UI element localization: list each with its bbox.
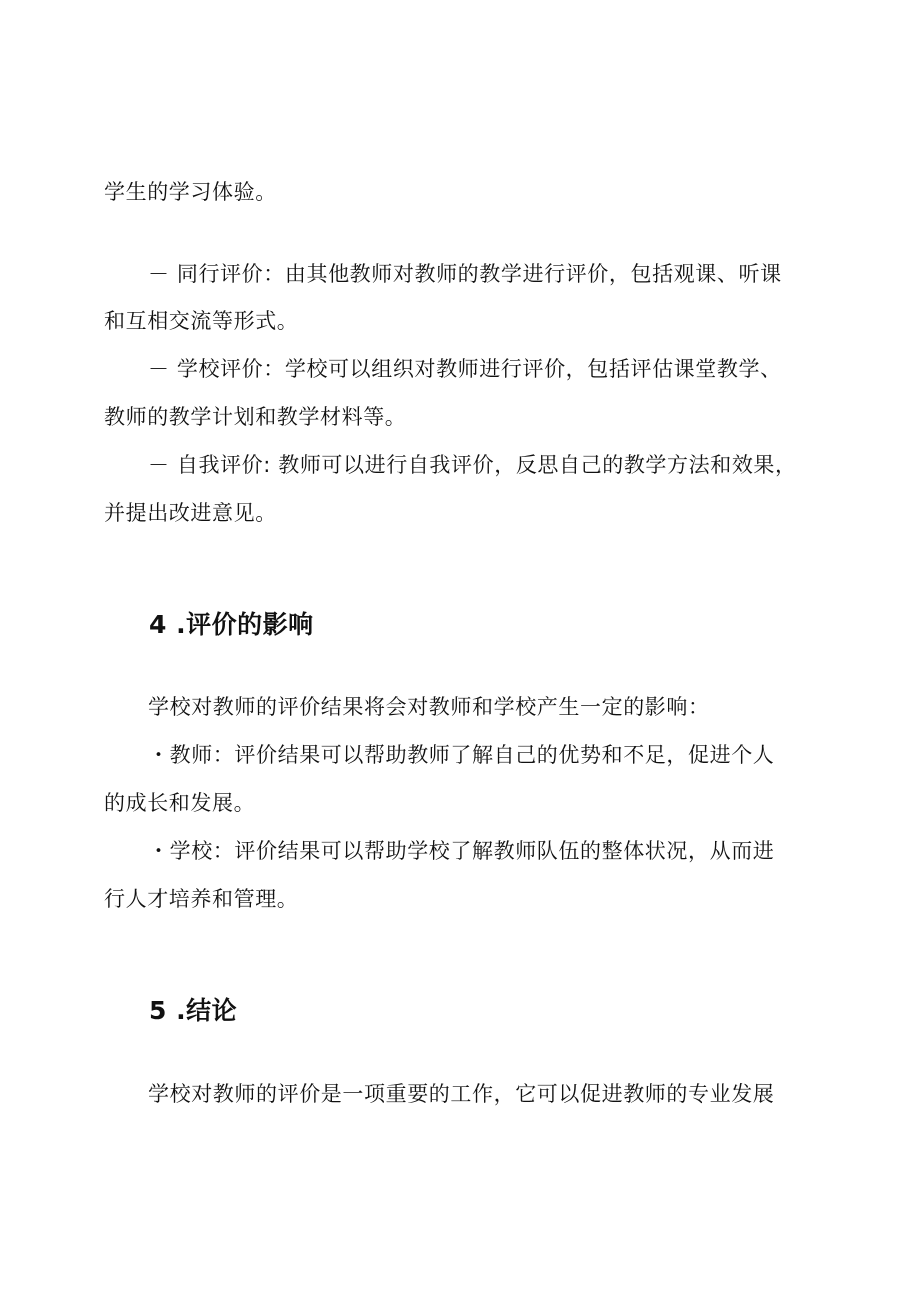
conclusion-line: 学校对教师的评价是一项重要的工作，它可以促进教师的专业发展 <box>148 1082 775 1106</box>
school-impact-line: ・学校：评价结果可以帮助学校了解教师队伍的整体状况，从而进 <box>148 839 775 863</box>
self-evaluation-line: 并提出改进意见。 <box>104 501 277 525</box>
school-evaluation-line: － 学校评价：学校可以组织对教师进行评价，包括评估课堂教学、 <box>148 357 782 381</box>
section-heading: 4 .评价的影响 <box>149 610 314 639</box>
self-evaluation-line: － 自我评价: 教师可以进行自我评价，反思自己的教学方法和效果， <box>148 453 797 477</box>
teacher-impact-line: ・教师：评价结果可以帮助教师了解自己的优势和不足，促进个人 <box>148 743 775 767</box>
section-heading: 5 .结论 <box>149 996 238 1025</box>
peer-evaluation-line: 和互相交流等形式。 <box>104 309 299 333</box>
paragraph-line: 学生的学习体验。 <box>104 180 277 204</box>
school-evaluation-line: 教师的教学计划和教学材料等。 <box>104 405 407 429</box>
paragraph-line: 学校对教师的评价结果将会对教师和学校产生一定的影响： <box>148 695 710 719</box>
teacher-impact-line: 的成长和发展。 <box>104 791 256 815</box>
school-impact-line: 行人才培养和管理。 <box>104 887 299 911</box>
peer-evaluation-line: － 同行评价：由其他教师对教师的教学进行评价，包括观课、听课 <box>148 262 782 286</box>
